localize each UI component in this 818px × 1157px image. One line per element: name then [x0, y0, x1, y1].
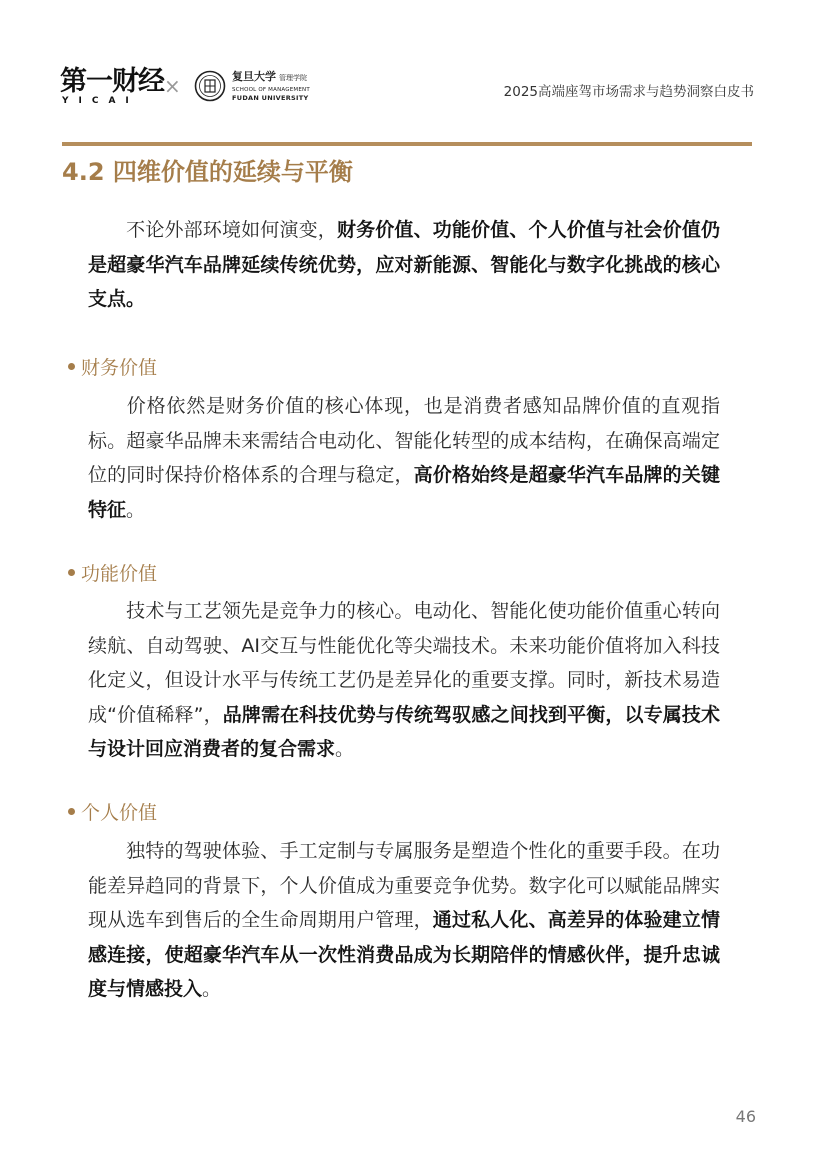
personal-end: 。	[202, 978, 222, 1000]
functional-text: 技术与工艺领先是竞争力的核心。电动化、智能化使功能价值重心转向续航、自动驾驶、AI交互与性能优化等尖端技术。未来功能价值将加入科技化定义，但设计水平与传统工艺仍是差异化的重要支撑。同时，新技术易造成“价值稀释”，	[88, 600, 720, 726]
fudan-logo-cn-small: 管理学院	[279, 74, 307, 82]
section-title: 4.2 四维价值的延续与平衡	[62, 158, 353, 186]
functional-paragraph	[88, 594, 720, 767]
personal-bold-text: 通过私人化、高差异的体验建立情感连接，使超豪华汽车从一次性消费品成为长期陪伴的情感伙伴，提升忠诚度与情感投入	[88, 909, 720, 1000]
header-rule	[62, 142, 752, 146]
fudan-logo-school: SCHOOL OF MANAGEMENT	[232, 87, 310, 93]
functional-bold-text: 品牌需在科技优势与传统驾驭感之间找到平衡，以专属技术与设计回应消费者的复合需求	[88, 703, 720, 760]
fudan-seal-icon	[194, 70, 226, 102]
bullet-dot-icon	[68, 569, 75, 576]
functional-end: 。	[335, 738, 355, 760]
intro-paragraph	[88, 213, 720, 317]
bullet-dot-icon	[68, 808, 75, 815]
personal-text: 独特的驾驶体验、手工定制与专属服务是塑造个性化的重要手段。在功能差异趋同的背景下，个人价值成为重要竞争优势。数字化可以赋能品牌实现从选车到售后的全生命周期用户管理，	[88, 840, 720, 931]
logo-separator: ×	[164, 74, 181, 98]
bullet-heading-financial	[68, 354, 157, 382]
yicai-logo	[60, 66, 164, 108]
intro-bold-text: 财务价值、功能价值、个人价值与社会价值仍是超豪华汽车品牌延续传统优势，应对新能源、智能化与数字化挑战的核心支点	[88, 219, 720, 310]
bullet-dot-icon	[68, 363, 75, 370]
fudan-logo-cn: 复旦大学	[232, 70, 276, 83]
intro-text: 不论外部环境如何演变，	[126, 219, 337, 241]
bullet-heading-label: 个人价值	[81, 802, 158, 824]
financial-end: 。	[126, 498, 146, 521]
bullet-heading-label: 财务价值	[81, 357, 158, 379]
financial-bold-text: 高价格始终是超豪华汽车品牌的关键特征	[88, 464, 720, 521]
bullet-heading-label: 功能价值	[81, 563, 158, 585]
bullet-heading-personal	[68, 799, 157, 827]
page-header	[60, 66, 760, 110]
financial-text: 价格依然是财务价值的核心体现，也是消费者感知品牌价值的直观指标。超豪华品牌未来需结合电动化、智能化转型的成本结构，在确保高端定位的同时保持价格体系的合理与稳定，	[88, 395, 720, 486]
page-number: 46	[735, 1107, 756, 1126]
yicai-logo-cn: 第一财经	[60, 66, 164, 97]
financial-paragraph	[88, 389, 720, 527]
intro-end: 。	[126, 288, 146, 310]
report-title: 2025高端座驾市场需求与趋势洞察白皮书	[503, 84, 754, 100]
yicai-logo-en: YICAI	[62, 96, 139, 106]
bullet-heading-functional	[68, 560, 157, 588]
personal-paragraph	[88, 834, 720, 1007]
fudan-logo-text	[232, 71, 362, 102]
fudan-logo-university: FUDAN UNIVERSITY	[232, 94, 309, 102]
